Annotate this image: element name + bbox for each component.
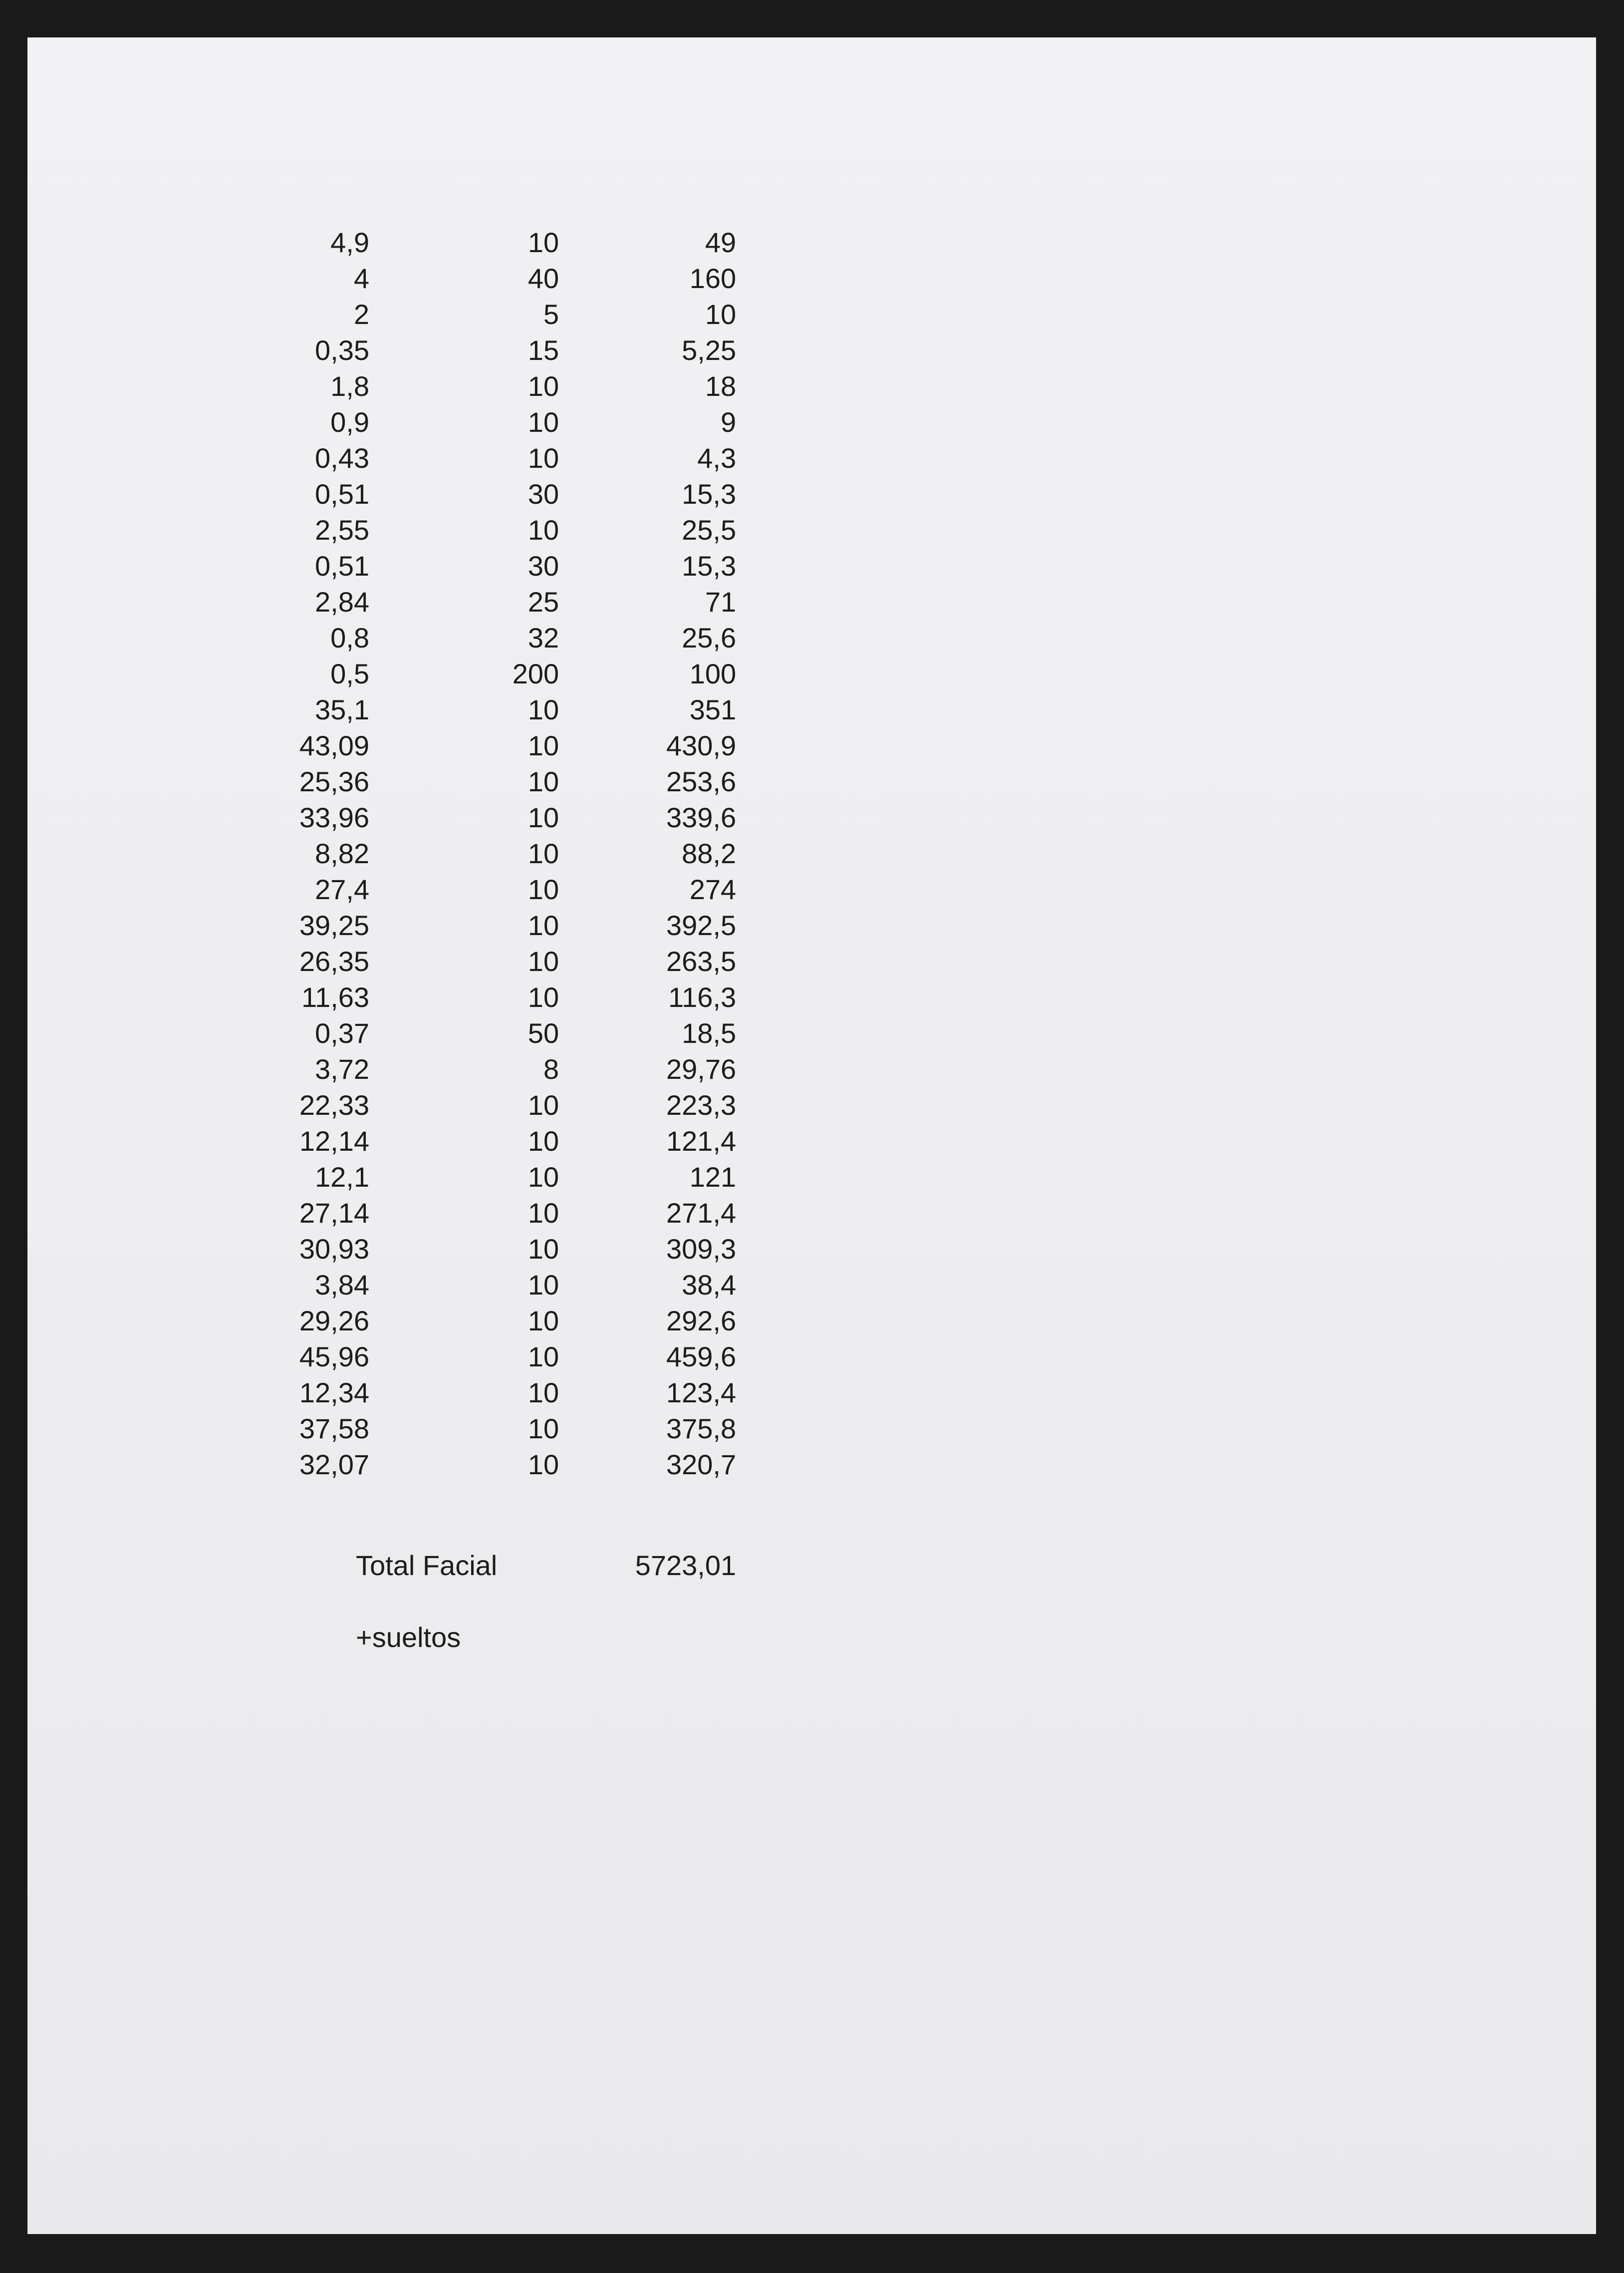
subtotal-cell: 320,7 [666, 1449, 736, 1480]
unit-value-cell: 35,1 [315, 694, 369, 725]
table-row [27, 548, 1596, 584]
unit-value-cell: 26,35 [299, 946, 369, 977]
quantity-cell: 30 [528, 478, 559, 510]
unit-value-cell: 0,5 [330, 658, 369, 689]
subtotal-cell: 351 [689, 694, 736, 725]
subtotal-cell: 29,76 [666, 1053, 736, 1085]
table-row [27, 728, 1596, 764]
unit-value-cell: 3,72 [315, 1053, 369, 1085]
table-row [27, 908, 1596, 944]
subtotal-cell: 271,4 [666, 1197, 736, 1229]
quantity-cell: 5 [543, 299, 559, 330]
unit-value-cell: 12,14 [299, 1125, 369, 1157]
unit-value-cell: 0,9 [330, 406, 369, 438]
table-row [27, 476, 1596, 512]
quantity-cell: 30 [528, 550, 559, 582]
table-row [27, 944, 1596, 979]
unit-value-cell: 29,26 [299, 1305, 369, 1336]
unit-value-cell: 22,33 [299, 1089, 369, 1121]
quantity-cell: 10 [528, 766, 559, 797]
subtotal-cell: 253,6 [666, 766, 736, 797]
paper-sheet [27, 37, 1596, 2234]
unit-value-cell: 33,96 [299, 802, 369, 833]
subtotal-cell: 292,6 [666, 1305, 736, 1336]
quantity-cell: 10 [528, 1269, 559, 1300]
unit-value-cell: 37,58 [299, 1413, 369, 1444]
subtotal-cell: 38,4 [682, 1269, 736, 1300]
table-row [27, 620, 1596, 656]
table-row [27, 872, 1596, 908]
table-row [27, 656, 1596, 692]
unit-value-cell: 30,93 [299, 1233, 369, 1265]
table-row [27, 800, 1596, 836]
table-row [27, 261, 1596, 297]
quantity-cell: 10 [528, 227, 559, 258]
sueltos-note: +sueltos [356, 1622, 461, 1653]
subtotal-cell: 18,5 [682, 1017, 736, 1049]
subtotal-cell: 309,3 [666, 1233, 736, 1265]
quantity-cell: 10 [528, 981, 559, 1013]
unit-value-cell: 0,8 [330, 622, 369, 653]
subtotal-cell: 100 [689, 658, 736, 689]
subtotal-cell: 18 [705, 370, 736, 402]
table-row [27, 1195, 1596, 1231]
unit-value-cell: 0,51 [315, 478, 369, 510]
quantity-cell: 32 [528, 622, 559, 653]
table-row [27, 368, 1596, 404]
subtotal-cell: 121,4 [666, 1125, 736, 1157]
table-row [27, 1411, 1596, 1447]
subtotal-cell: 274 [689, 874, 736, 905]
unit-value-cell: 0,35 [315, 334, 369, 366]
quantity-cell: 10 [528, 1449, 559, 1480]
total-value: 5723,01 [635, 1550, 736, 1581]
table-row [27, 512, 1596, 548]
quantity-cell: 10 [528, 442, 559, 474]
quantity-cell: 10 [528, 1413, 559, 1444]
table-row [27, 584, 1596, 620]
quantity-cell: 10 [528, 694, 559, 725]
table-row [27, 332, 1596, 368]
total-label: Total Facial [356, 1550, 498, 1581]
unit-value-cell: 1,8 [330, 370, 369, 402]
unit-value-cell: 0,51 [315, 550, 369, 582]
unit-value-cell: 2,55 [315, 514, 369, 546]
subtotal-cell: 392,5 [666, 910, 736, 941]
table-row [27, 1267, 1596, 1303]
quantity-cell: 10 [528, 730, 559, 761]
subtotal-cell: 4,3 [697, 442, 736, 474]
unit-value-cell: 25,36 [299, 766, 369, 797]
quantity-cell: 10 [528, 946, 559, 977]
table-row [27, 1375, 1596, 1411]
table-row [27, 1051, 1596, 1087]
table-row [27, 297, 1596, 332]
unit-value-cell: 11,63 [301, 981, 369, 1013]
table-row [27, 1447, 1596, 1483]
table-row [27, 1159, 1596, 1195]
subtotal-cell: 10 [705, 299, 736, 330]
unit-value-cell: 8,82 [315, 838, 369, 869]
unit-value-cell: 32,07 [299, 1449, 369, 1480]
quantity-cell: 40 [528, 263, 559, 294]
subtotal-cell: 123,4 [666, 1377, 736, 1408]
unit-value-cell: 27,4 [315, 874, 369, 905]
unit-value-cell: 45,96 [299, 1341, 369, 1372]
subtotal-cell: 25,6 [682, 622, 736, 653]
table-row [27, 1303, 1596, 1339]
quantity-cell: 10 [528, 874, 559, 905]
subtotal-cell: 160 [689, 263, 736, 294]
unit-value-cell: 0,43 [315, 442, 369, 474]
table-row [27, 692, 1596, 728]
subtotal-cell: 121 [689, 1161, 736, 1193]
subtotal-cell: 71 [705, 586, 736, 618]
unit-value-cell: 2 [353, 299, 369, 330]
subtotal-cell: 116,3 [668, 981, 736, 1013]
quantity-cell: 25 [528, 586, 559, 618]
quantity-cell: 10 [528, 1089, 559, 1121]
quantity-cell: 10 [528, 802, 559, 833]
table-row [27, 836, 1596, 872]
subtotal-cell: 459,6 [666, 1341, 736, 1372]
table-row [27, 764, 1596, 800]
table-row [27, 1123, 1596, 1159]
quantity-cell: 10 [528, 1305, 559, 1336]
table-row [27, 440, 1596, 476]
quantity-cell: 15 [528, 334, 559, 366]
quantity-cell: 10 [528, 514, 559, 546]
unit-value-cell: 0,37 [315, 1017, 369, 1049]
quantity-cell: 10 [528, 1341, 559, 1372]
quantity-cell: 8 [543, 1053, 559, 1085]
subtotal-cell: 339,6 [666, 802, 736, 833]
subtotal-cell: 49 [705, 227, 736, 258]
quantity-cell: 10 [528, 1377, 559, 1408]
quantity-cell: 10 [528, 1161, 559, 1193]
subtotal-cell: 5,25 [682, 334, 736, 366]
subtotal-cell: 88,2 [682, 838, 736, 869]
quantity-cell: 10 [528, 1125, 559, 1157]
subtotal-cell: 430,9 [666, 730, 736, 761]
quantity-cell: 10 [528, 910, 559, 941]
quantity-cell: 50 [528, 1017, 559, 1049]
subtotal-cell: 25,5 [682, 514, 736, 546]
unit-value-cell: 2,84 [315, 586, 369, 618]
subtotal-cell: 223,3 [666, 1089, 736, 1121]
quantity-cell: 10 [528, 1233, 559, 1265]
subtotal-cell: 263,5 [666, 946, 736, 977]
unit-value-cell: 3,84 [315, 1269, 369, 1300]
table-row [27, 1015, 1596, 1051]
unit-value-cell: 12,34 [299, 1377, 369, 1408]
unit-value-cell: 27,14 [299, 1197, 369, 1229]
quantity-cell: 200 [512, 658, 559, 689]
values-table [27, 37, 1596, 2234]
quantity-cell: 10 [528, 1197, 559, 1229]
unit-value-cell: 39,25 [299, 910, 369, 941]
quantity-cell: 10 [528, 370, 559, 402]
unit-value-cell: 43,09 [299, 730, 369, 761]
subtotal-cell: 15,3 [682, 550, 736, 582]
subtotal-cell: 375,8 [666, 1413, 736, 1444]
unit-value-cell: 12,1 [315, 1161, 369, 1193]
subtotal-cell: 9 [720, 406, 736, 438]
table-row [27, 1231, 1596, 1267]
quantity-cell: 10 [528, 406, 559, 438]
table-row [27, 1087, 1596, 1123]
unit-value-cell: 4,9 [330, 227, 369, 258]
table-row [27, 404, 1596, 440]
table-row [27, 979, 1596, 1015]
table-row [27, 225, 1596, 261]
table-row [27, 1339, 1596, 1375]
unit-value-cell: 4 [353, 263, 369, 294]
quantity-cell: 10 [528, 838, 559, 869]
subtotal-cell: 15,3 [682, 478, 736, 510]
